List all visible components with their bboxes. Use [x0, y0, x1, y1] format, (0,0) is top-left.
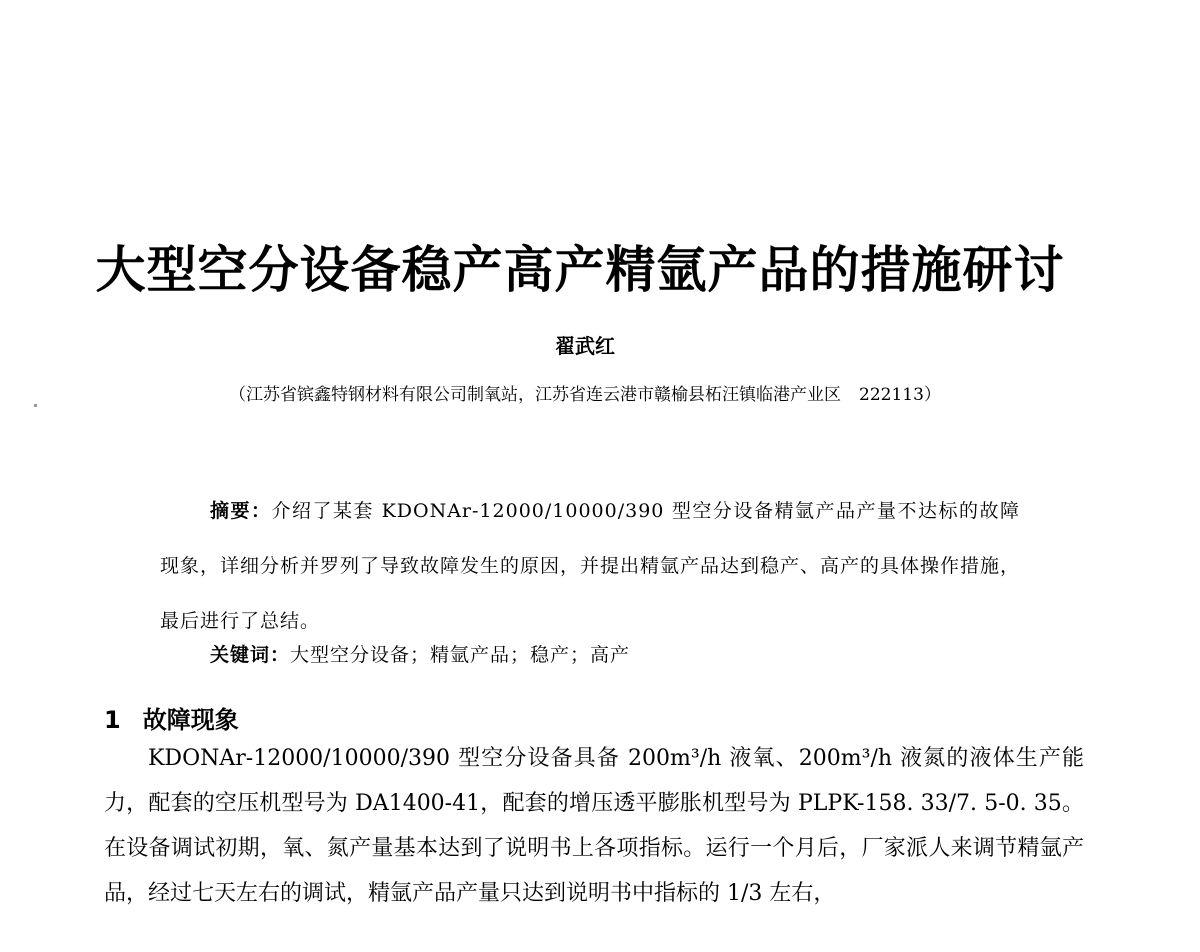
abstract-text: 介绍了某套 KDONAr-12000/10000/390 型空分设备精氩产品产量不达标的故障现象，详细分析并罗列了导致故障发生的原因，并提出精氩产品达到稳产、高产的具体操作措施，最后进行了总结。	[160, 500, 1021, 632]
section-number: 1	[104, 706, 121, 734]
affiliation-text: （江苏省镔鑫特钢材料有限公司制氧站，江苏省连云港市赣榆县柘汪镇临港产业区	[229, 385, 842, 405]
section-title: 故障现象	[142, 706, 239, 734]
abstract	[160, 484, 1020, 649]
section-heading	[104, 700, 239, 735]
author-name: 翟武红	[555, 334, 615, 358]
paper-title: 大型空分设备稳产高产精氩产品的措施研讨	[95, 241, 1065, 299]
affiliation-postcode: 222113）	[859, 385, 941, 405]
keywords	[210, 640, 630, 667]
body-paragraph: KDONAr-12000/10000/390 型空分设备具备 200m³/h 液氧、200m³/h 液氮的液体生产能力，配套的空压机型号为 DA1400-41，配套的增压透平膨胀机型号为 PLPK-158. 33/7. 5-0. 35。在设备调试初期，氧、氮产量基本达到了说明书上各项指标。运行一个月后，厂家派人来调节精氩产品，经过七天左右的调试，精氩产品产量只达到说明书中指标的 1/3 左右，	[104, 746, 1084, 906]
keywords-text: 大型空分设备；精氩产品；稳产；高产	[290, 644, 631, 666]
keywords-label: 关键词：	[210, 644, 291, 666]
author-affiliation	[0, 380, 1170, 405]
abstract-label: 摘要：	[210, 500, 272, 522]
